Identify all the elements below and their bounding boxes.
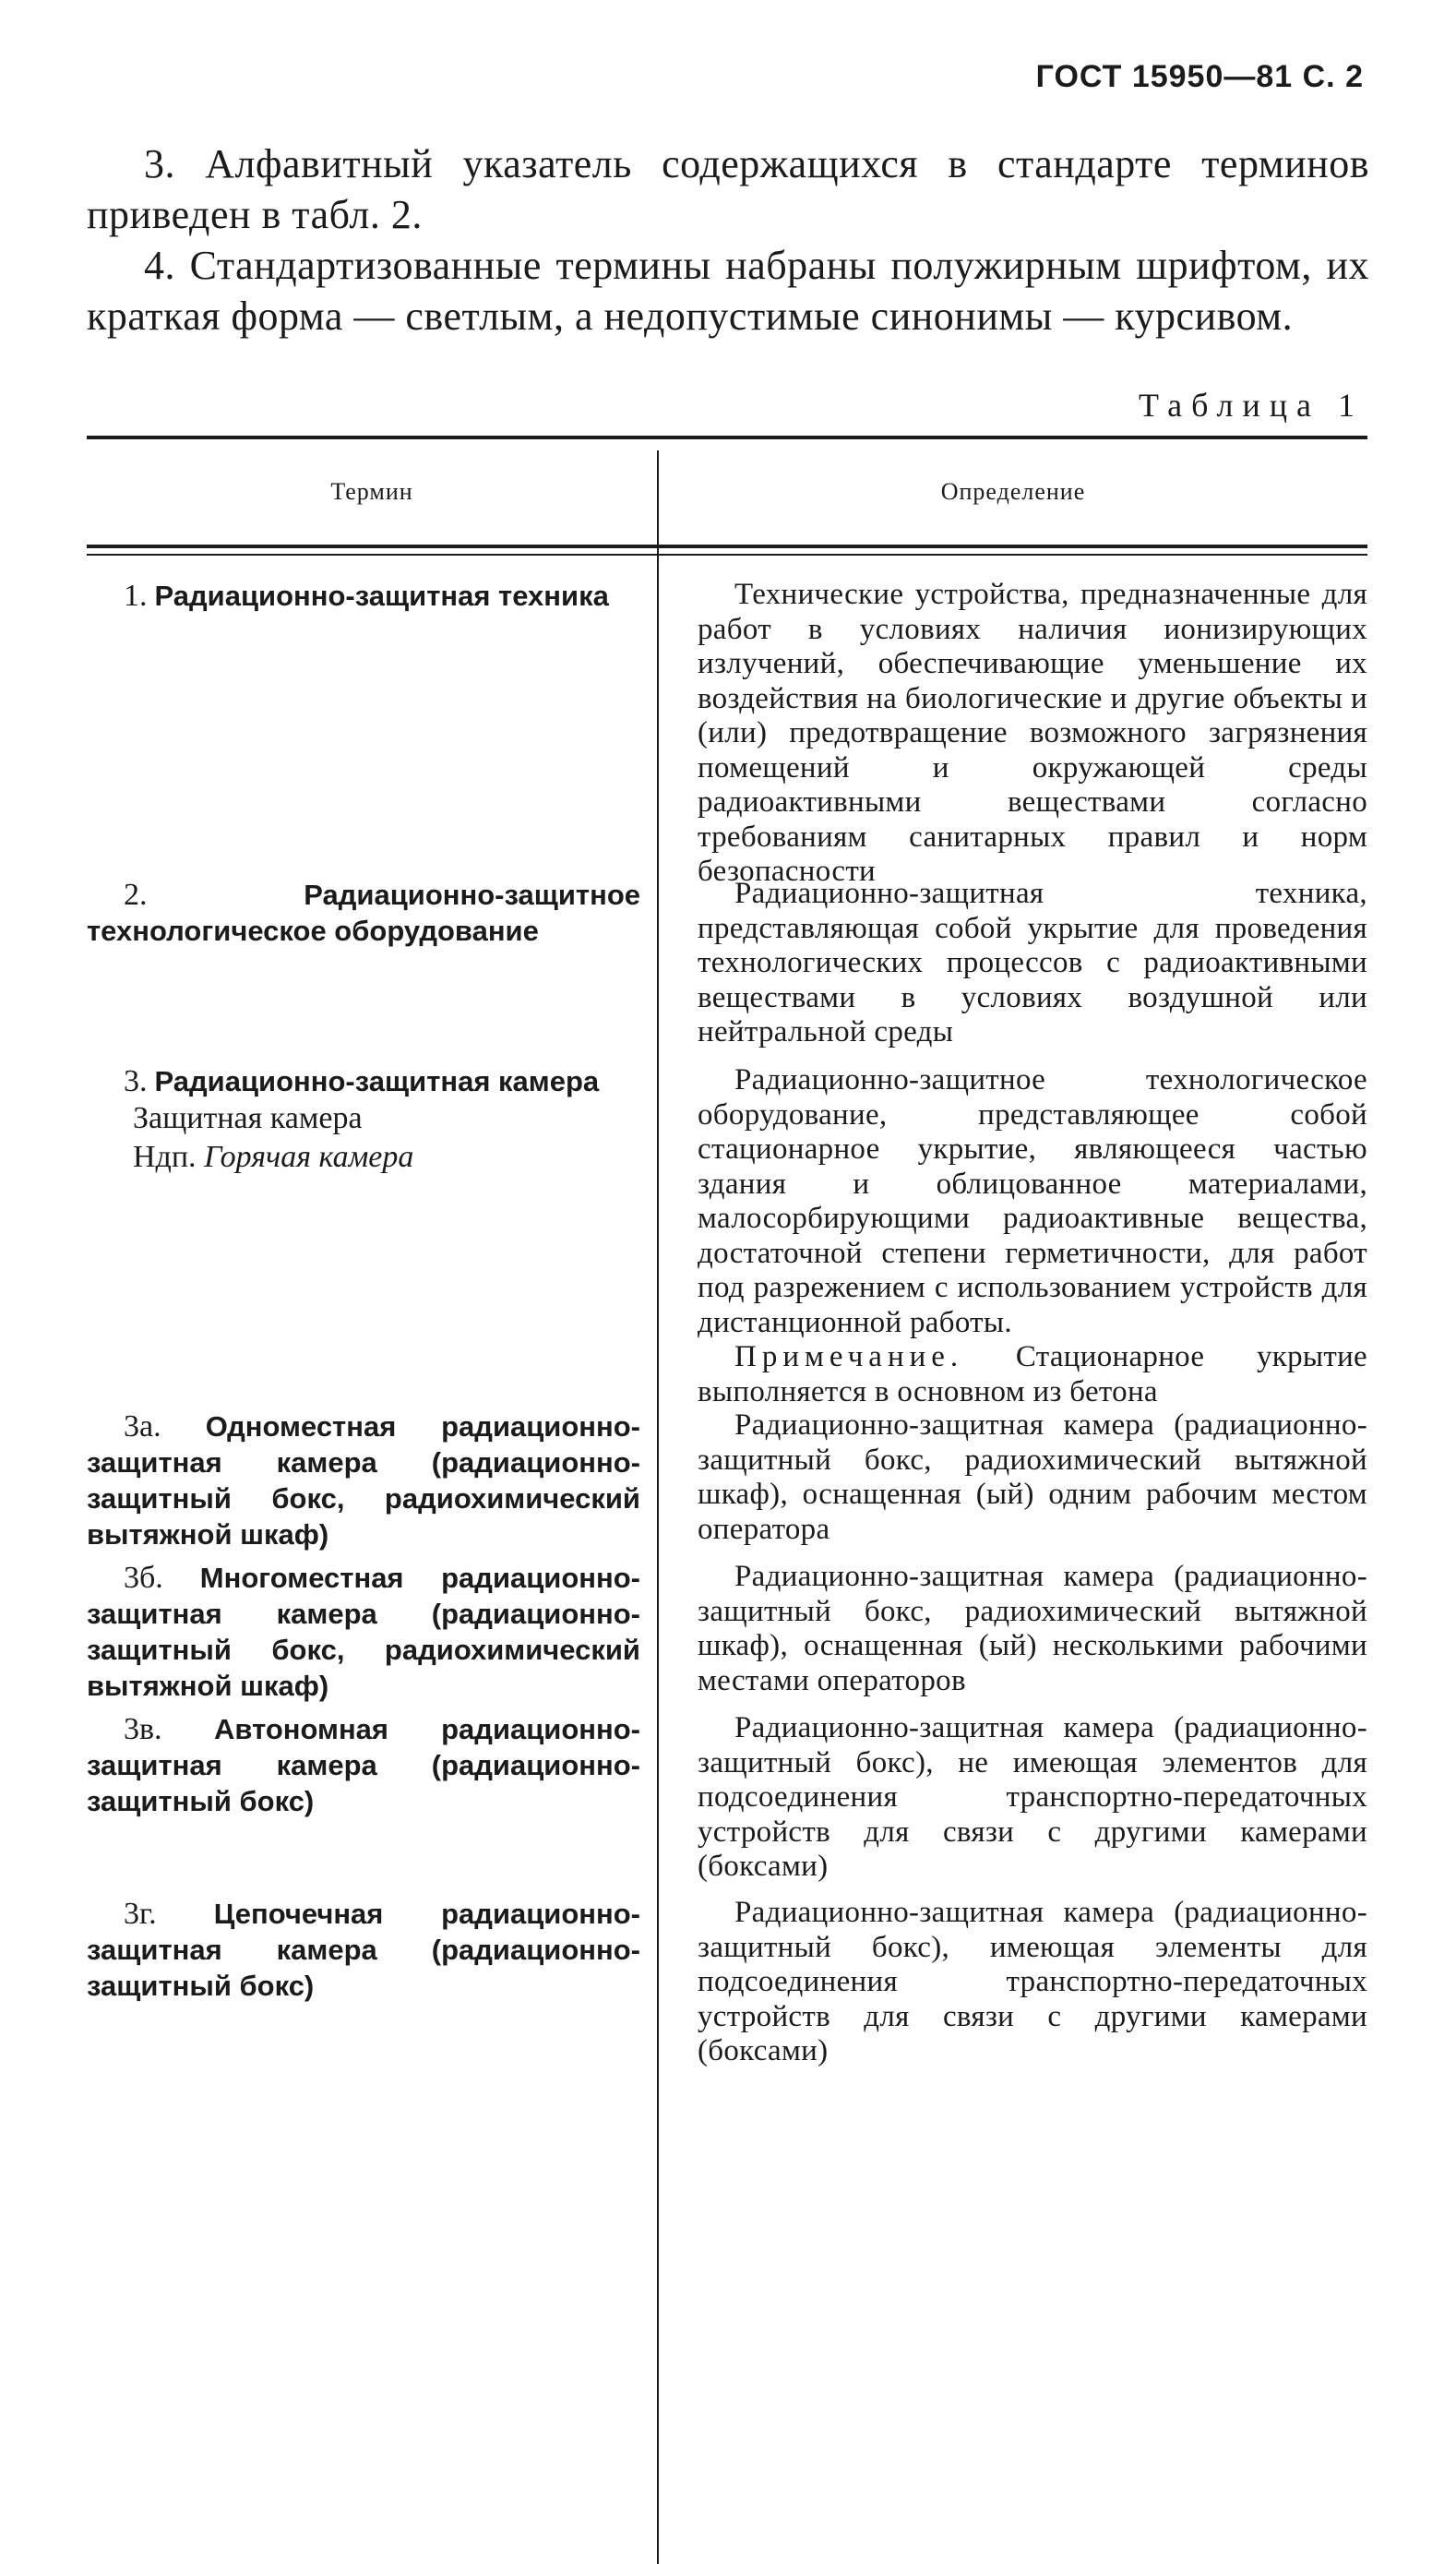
intro-paragraph-3: 3. Алфавитный указатель содержащихся в стандарте терминов приведен в табл. 2. — [87, 141, 1369, 237]
intro-paragraph-4: 4. Стандартизованные термины набраны полужирным шрифтом, их краткая форма — светлым, а недопустимые синонимы — курсивом. — [87, 243, 1369, 339]
term-text: 3. Радиационно-защитная камера — [124, 1064, 600, 1098]
table-caption: Таблица 1 — [1139, 387, 1364, 424]
term-cell — [87, 1560, 659, 1702]
definition-cell — [698, 1560, 1367, 1697]
definition-cell — [698, 877, 1367, 1048]
column-header-definition: Определение — [940, 478, 1086, 505]
term-text: 2. Радиационно-защитное технологическое оборудование — [87, 878, 640, 947]
short-form: Защитная камера — [133, 1101, 363, 1135]
definition-cell — [698, 578, 1367, 888]
table-top-rule — [87, 436, 1367, 439]
definition-text: Радиационно-защитная камера (радиационно-защитный бокс, радиохимический вытяжной шкаф), оснащенная (ый) несколькими рабочими местами операторов — [698, 1560, 1367, 1697]
definition-cell — [698, 1063, 1367, 1408]
table-row — [87, 1560, 1367, 1702]
standard-code: ГОСТ 15950—81 С. 2 — [1035, 59, 1364, 94]
term-cell — [87, 1063, 659, 1386]
table-row — [87, 1711, 1367, 1883]
definition-text: Технические устройства, предназначенные для работ в условиях наличия ионизирующих излучений, обеспечивающие уменьшение их воздействия на биологические и другие объекты и (или) предотвращение возможного загрязнения помещений и окружающей среды радиоактивными веществами согласно требованиям санитарных правил и норм безопасности — [698, 578, 1367, 888]
definition-text: Радиационно-защитное технологическое оборудование, представляющее собой стационарное укрытие, являющееся частью здания и облицованное материалами, малосорбирующими радиоактивные вещества, достаточной степени герметичности, для работ под разрежением с использованием устройств для дистанционной работы. — [698, 1063, 1367, 1339]
inadmissible-synonym: Ндп. Горячая камера — [133, 1140, 414, 1174]
definition-text: Радиационно-защитная камера (радиационно-защитный бокс), не имеющая элементов для подсоединения транспортно-передаточных устройств для связи с другими камерами (боксами) — [698, 1711, 1367, 1883]
term-text: 3г. Цепочечная радиационно-защитная камера (радиационно-защитный бокс) — [87, 1897, 640, 2002]
definition-text: Радиационно-защитная камера (радиационно-защитный бокс), имеющая элементы для подсоединения транспортно-передаточных устройств для связи с другими камерами (боксами) — [698, 1896, 1367, 2067]
definition-cell — [698, 1408, 1367, 1546]
table-row — [87, 1408, 1367, 1551]
table-row — [87, 877, 1367, 1048]
term-cell — [87, 1408, 659, 1551]
term-text: 3б. Многоместная радиационно-защитная камера (радиационно-защитный бокс, радиохимический вытяжной шкаф) — [87, 1561, 640, 1702]
header-bottom-rule — [87, 545, 1367, 548]
table-row — [87, 1896, 1367, 2067]
table-row — [87, 1063, 1367, 1408]
header-bottom-rule-thin — [87, 554, 1367, 556]
definition-text: Радиационно-защитная камера (радиационно-защитный бокс, радиохимический вытяжной шкаф), оснащенная (ый) одним рабочим местом оператора — [698, 1408, 1367, 1546]
definition-text: Радиационно-защитная техника, представляющая собой укрытие для проведения технологических процессов с радиоактивными веществами в условиях воздушной или нейтральной среды — [698, 877, 1367, 1048]
term-text: 3а. Одноместная радиационно-защитная камера (радиационно-защитный бокс, радиохимический вытяжной шкаф) — [87, 1409, 640, 1551]
column-header-term: Термин — [330, 478, 413, 505]
term-cell — [87, 578, 659, 855]
term-cell — [87, 1896, 659, 2062]
definition-note: Примечание. Стационарное укрытие выполняется в основном из бетона — [698, 1340, 1367, 1408]
term-text: 1. Радиационно-защитная техника — [124, 579, 609, 613]
terms-table-body — [87, 578, 1367, 2084]
term-text: 3в. Автономная радиационно-защитная камера (радиационно-защитный бокс) — [87, 1712, 640, 1817]
table-row — [87, 578, 1367, 888]
intro-text — [87, 138, 1369, 341]
term-cell — [87, 1711, 659, 1874]
definition-cell — [698, 1711, 1367, 1883]
definition-cell — [698, 1896, 1367, 2067]
term-cell — [87, 877, 659, 1041]
